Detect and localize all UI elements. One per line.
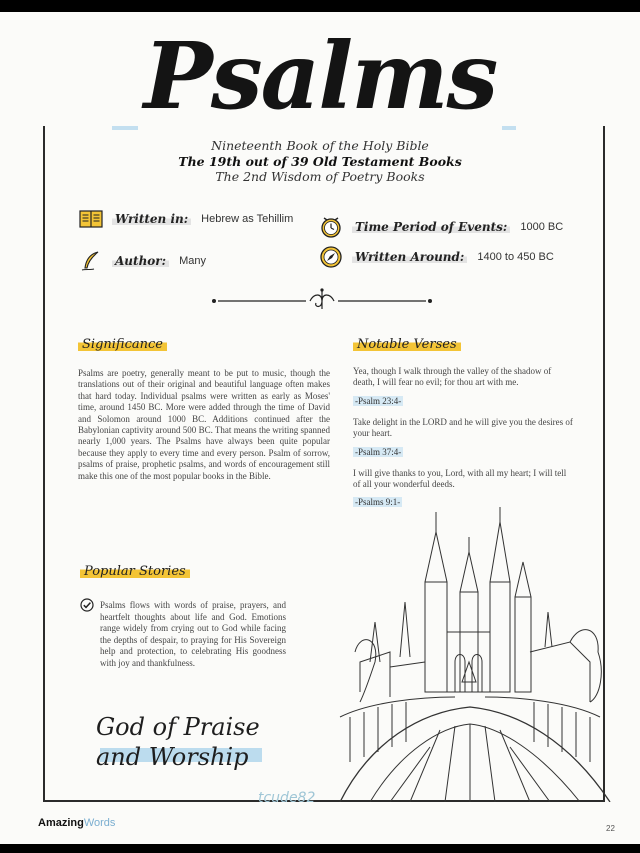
title-text: Psalms (138, 22, 503, 130)
meta-written-around (318, 246, 554, 268)
written-around-label: Written Around: (352, 250, 467, 264)
time-period-value: 1000 BC (520, 221, 564, 233)
ornament-divider (210, 287, 434, 311)
popular-stories-text: Psalms flows with words of praise, prayers, and heartfelt thoughts about life and God. Emotions range widely from crying out to God while facing the depths of despair, to praying for His Sovereign help and protection, to celebrating His goodness with joy and thankfulness. (100, 600, 286, 668)
author-label: Author: (112, 254, 169, 268)
page-title (0, 22, 640, 130)
page (0, 12, 640, 844)
tagline (96, 712, 296, 772)
subtitle-line-2: The 19th out of 39 Old Testament Books (178, 154, 462, 169)
verse-1-ref: -Psalm 23:4- (355, 395, 402, 406)
meta-time-period (318, 216, 563, 238)
meta-written-in (78, 208, 293, 230)
verse-3-text: I will give thanks to you, Lord, with all my heart; I will tell of all your wonderful deeds. (353, 467, 567, 490)
watermark: tcude82 (258, 790, 316, 806)
notable-verses-heading: Notable Verses (353, 337, 461, 352)
popular-stories-heading: Popular Stories (80, 564, 190, 579)
time-period-label: Time Period of Events: (352, 220, 510, 234)
check-circle-icon (80, 598, 94, 612)
compass-icon (318, 246, 344, 268)
book-icon (78, 208, 104, 230)
quill-icon (78, 250, 104, 272)
clock-icon (318, 216, 344, 238)
subtitle-line-1: Nineteenth Book of the Holy Bible (211, 138, 429, 153)
tagline-line-1: God of Praise (96, 713, 260, 741)
subtitle-line-3: The 2nd Wisdom of Poetry Books (215, 169, 425, 184)
author-value: Many (179, 255, 206, 267)
written-in-label: Written in: (112, 212, 191, 226)
brand-part-2: Words (83, 817, 116, 829)
verse-2-text: Take delight in the LORD and he will give you the desires of your heart. (353, 416, 573, 439)
verse-1-text: Yea, though I walk through the valley of the shadow of death, I will fear no evil; for thou art with me. (353, 366, 552, 388)
written-around-value: 1400 to 450 BC (477, 251, 554, 263)
verse-3-ref: -Psalms 9:1- (355, 497, 401, 508)
brand-logo (38, 817, 115, 829)
cathedral-bridge-illustration (330, 502, 615, 802)
significance-text: Psalms are poetry, generally meant to be put to music, though the translations out of their original and beautiful language often makes that hard today. Individual psalms were written as early as Moses' time, around 1450 BC. More were added through the time of David and Solomon around 1000 BC. Additions continued after the Babylonian captivity around 500 BC. That means the writing spanned nearly 1,000 years. The Psalms have always been quite popular because they apply to every time and every person. Psalm of sorrow, psalms of praise, prophetic psalms, and words of encouragement still make this one of the most popular books in the Bible. (78, 368, 330, 481)
meta-author (78, 250, 206, 272)
verse-2-ref: -Psalm 37:4- (355, 446, 402, 457)
significance-heading: Significance (78, 337, 167, 352)
notable-verses-list (353, 366, 573, 518)
written-in-value: Hebrew as Tehillim (201, 213, 294, 225)
page-number: 22 (606, 824, 615, 833)
tagline-line-2: and Worship (96, 743, 249, 771)
brand-part-1: Amazing (38, 817, 84, 829)
